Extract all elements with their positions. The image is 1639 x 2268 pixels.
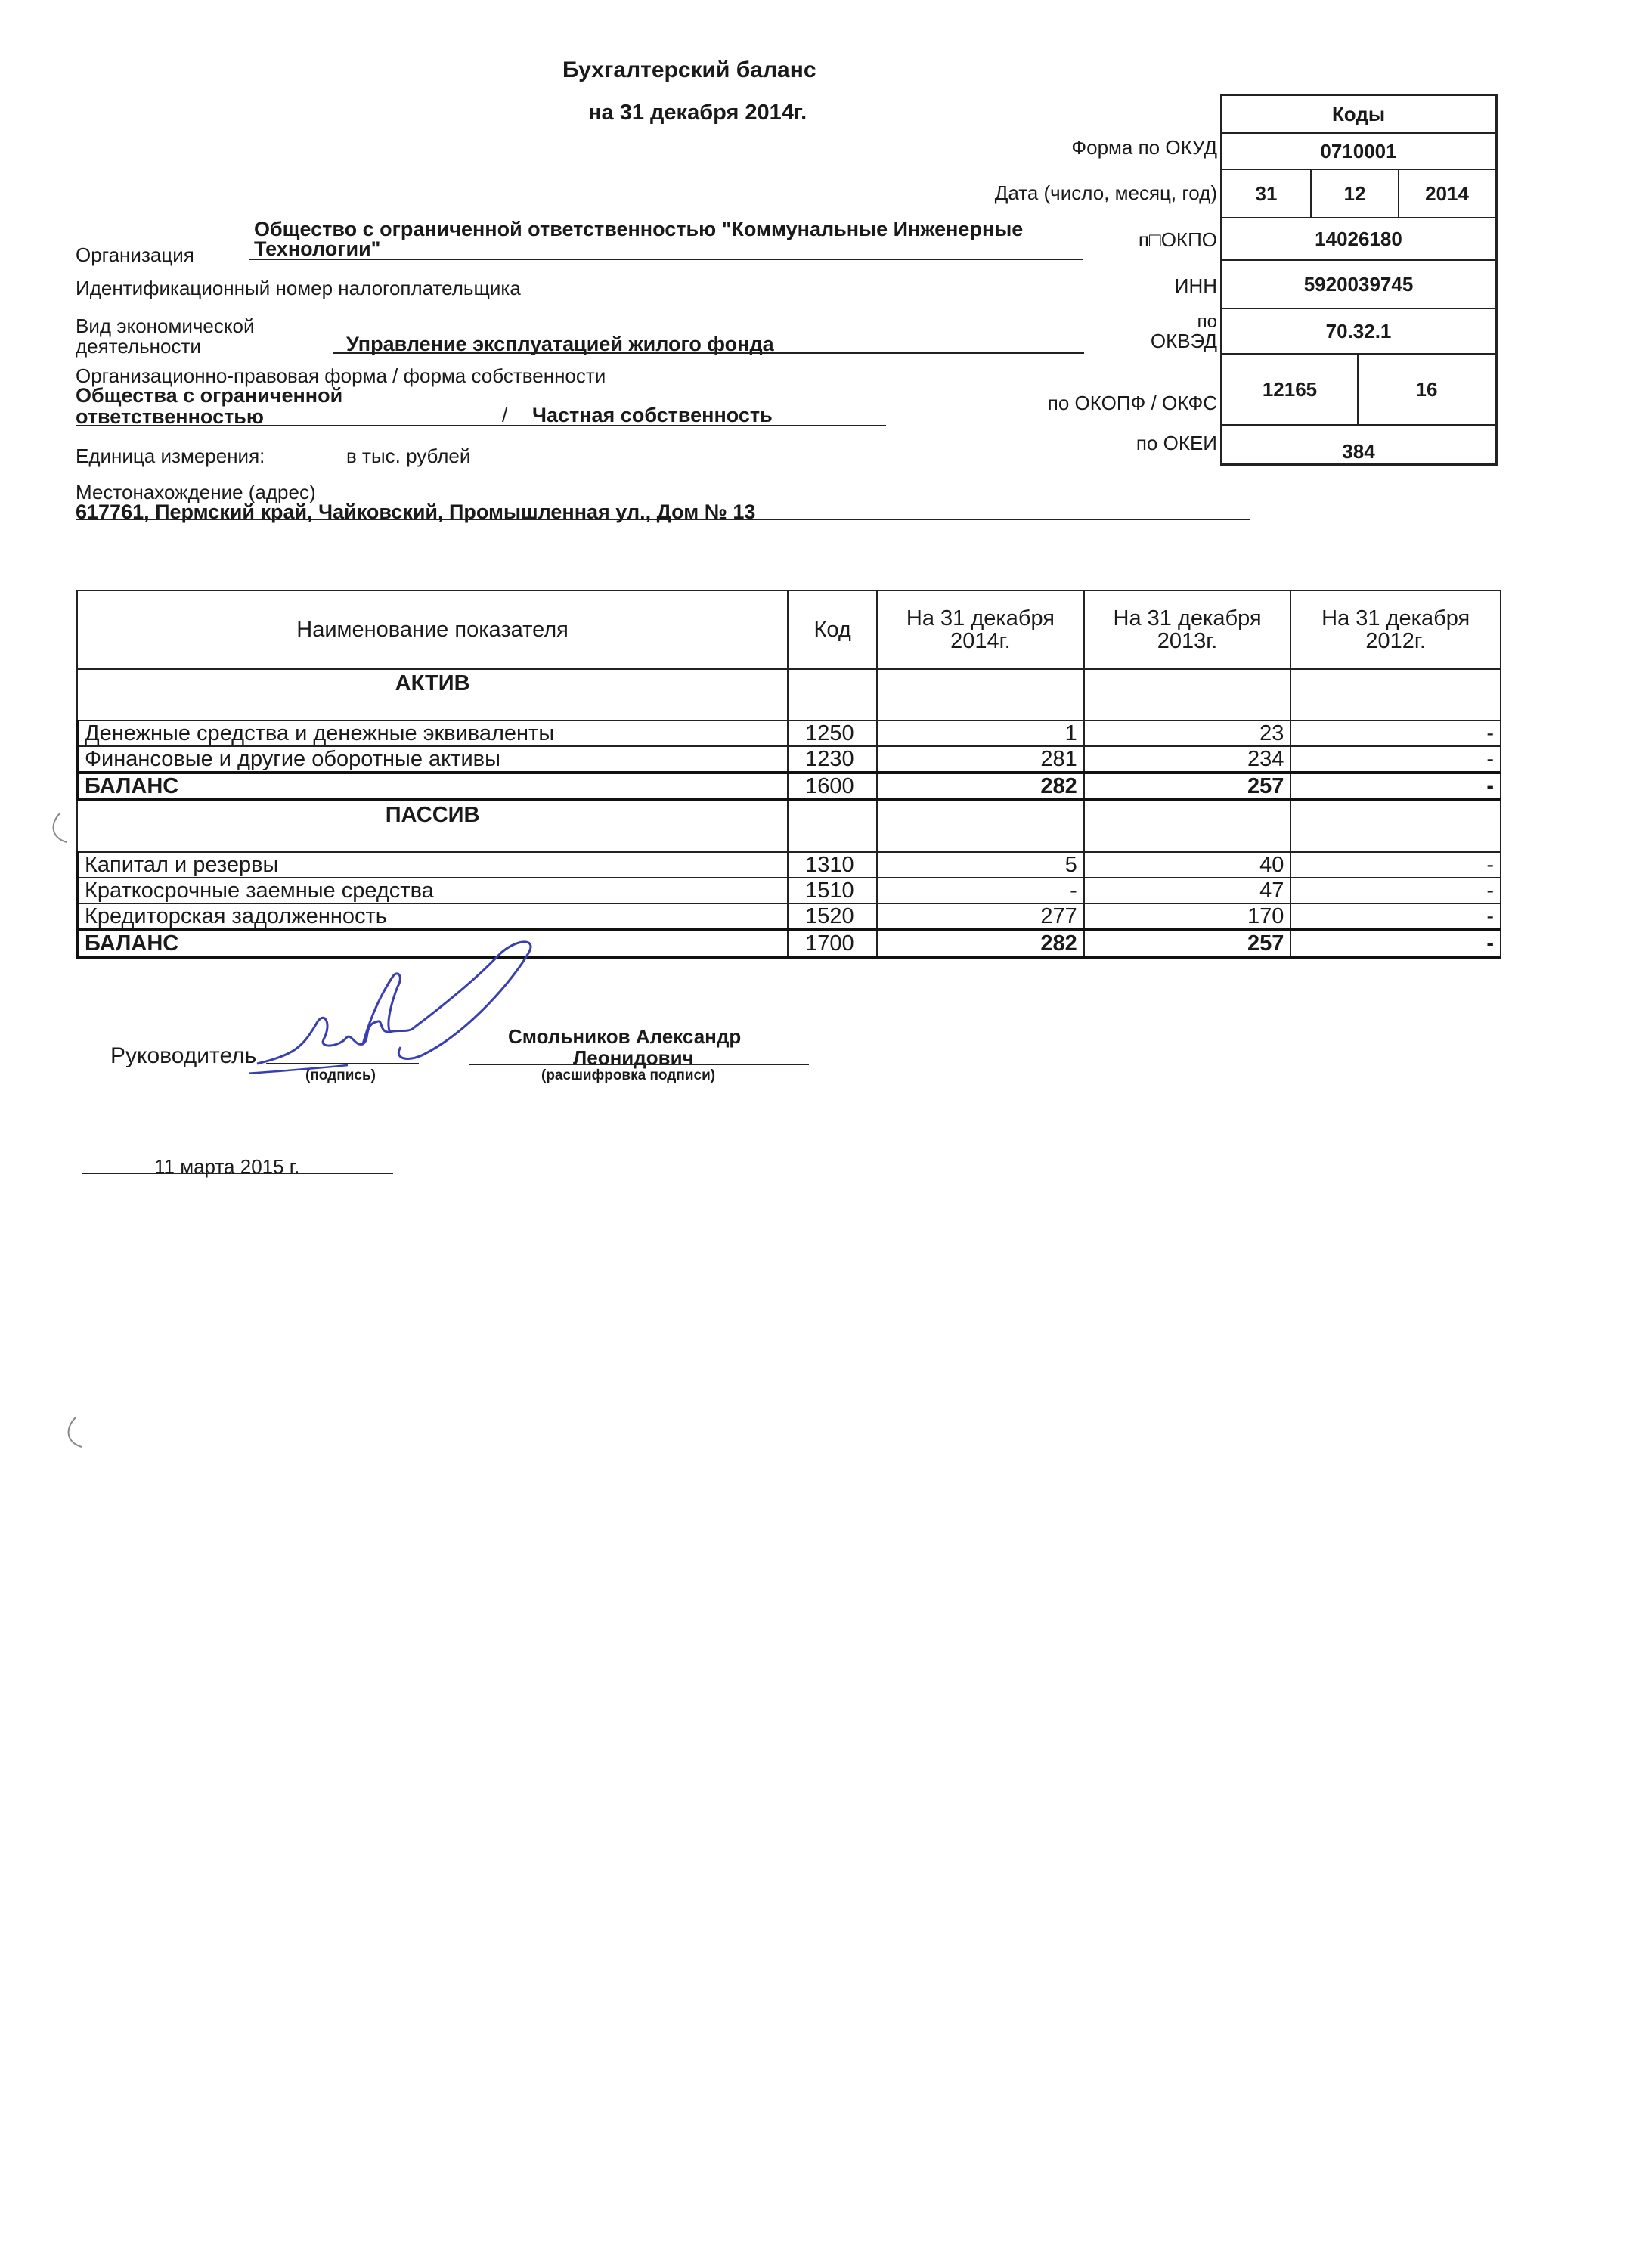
okud-value: 0710001: [1222, 132, 1495, 169]
table-row: [77, 720, 1501, 746]
legal-form-line1: Общества с ограниченной: [76, 384, 343, 407]
org-label: Организация: [76, 243, 194, 266]
row-2014: -: [877, 878, 1084, 903]
row-code: 1230: [788, 746, 877, 773]
okved-label-1: по: [1197, 311, 1217, 332]
date-cells: [1222, 169, 1495, 217]
row-2013: 40: [1084, 852, 1291, 878]
okopf-cells: [1222, 353, 1495, 424]
legal-form-separator: /: [502, 404, 508, 426]
row-code: 1250: [788, 720, 877, 746]
table-row: [77, 878, 1501, 903]
signatory-name-line1: Смольников Александр: [508, 1025, 742, 1048]
signatory-role: Руководитель: [110, 1043, 257, 1068]
okpo-label: п□ОКПО: [1138, 228, 1217, 251]
total-name: БАЛАНС: [77, 773, 788, 800]
scan-mark: [60, 1414, 91, 1452]
inn-value: 5920039745: [1222, 259, 1495, 308]
row-2012: -: [1290, 852, 1501, 878]
table-row: [77, 746, 1501, 773]
row-name: Финансовые и другие оборотные активы: [77, 746, 788, 773]
total-2013: 257: [1084, 930, 1291, 957]
signatory-name-line2: Леонидович: [573, 1046, 694, 1069]
row-2012: -: [1290, 720, 1501, 746]
date-label: Дата (число, месяц, год): [994, 181, 1217, 204]
okei-value: 384: [1222, 424, 1495, 463]
sign-caption: (подпись): [305, 1067, 376, 1083]
row-name: Денежные средства и денежные эквиваленты: [77, 720, 788, 746]
activity-label-2: деятельности: [76, 335, 201, 358]
row-2014: 5: [877, 852, 1084, 878]
activity-underline: [333, 352, 1084, 354]
okfs-value: 16: [1357, 355, 1495, 424]
sign-date: 11 марта 2015 г.: [154, 1155, 300, 1178]
table-header-row: [77, 590, 1501, 669]
okei-label: по ОКЕИ: [1136, 432, 1217, 454]
row-2014: 281: [877, 746, 1084, 773]
okud-label: Форма по ОКУД: [1071, 136, 1217, 159]
row-name: Краткосрочные заемные средства: [77, 878, 788, 903]
signature-scribble: [249, 934, 552, 1092]
inn-caption: Идентификационный номер налогоплательщика: [76, 277, 521, 299]
table-row: [77, 903, 1501, 930]
header-code: Код: [788, 590, 877, 669]
passiv-title: ПАССИВ: [77, 800, 788, 852]
address-value: 617761, Пермский край, Чайковский, Промышленная ул., Дом № 13: [76, 500, 756, 523]
header-2014: На 31 декабря 2014г.: [877, 590, 1084, 669]
row-2013: 234: [1084, 746, 1291, 773]
total-2014: 282: [877, 773, 1084, 800]
codes-box: [1220, 94, 1498, 466]
date-year: 2014: [1398, 170, 1495, 217]
total-2012: -: [1290, 930, 1501, 957]
header-indicator: Наименование показателя: [77, 590, 788, 669]
aktiv-total-row: [77, 773, 1501, 800]
org-underline: [249, 259, 1083, 260]
row-code: 1510: [788, 878, 877, 903]
ownership-value: Частная собственность: [532, 404, 773, 426]
table-row: [77, 852, 1501, 878]
okved-value: 70.32.1: [1222, 308, 1495, 353]
org-name-line2: Технологии": [254, 237, 381, 260]
okved-label-2: ОКВЭД: [1150, 330, 1217, 352]
row-2013: 47: [1084, 878, 1291, 903]
document-title: Бухгалтерский баланс: [562, 57, 816, 82]
unit-label: Единица измерения:: [76, 445, 265, 467]
row-2013: 23: [1084, 720, 1291, 746]
scan-mark: [45, 809, 76, 847]
row-code: 1520: [788, 903, 877, 930]
row-2014: 277: [877, 903, 1084, 930]
row-2013: 170: [1084, 903, 1291, 930]
address-underline: [76, 519, 1250, 520]
okpo-value: 14026180: [1222, 217, 1495, 259]
okopf-label: по ОКОПФ / ОКФС: [1047, 392, 1217, 414]
row-2012: -: [1290, 878, 1501, 903]
passiv-section-row: [77, 800, 1501, 852]
row-name: Капитал и резервы: [77, 852, 788, 878]
codes-header: Коды: [1331, 102, 1386, 125]
row-code: 1310: [788, 852, 877, 878]
okopf-value: 12165: [1262, 377, 1318, 401]
org-name-line1: Общество с ограниченной ответственностью "Коммунальные Инженерные: [254, 218, 1024, 240]
aktiv-title: АКТИВ: [77, 669, 788, 720]
name-caption: (расшифровка подписи): [541, 1067, 716, 1083]
total-code: 1600: [788, 773, 877, 800]
document-date: на 31 декабря 2014г.: [588, 101, 807, 125]
unit-value: в тыс. рублей: [346, 445, 471, 467]
total-name: БАЛАНС: [77, 930, 788, 957]
total-2012: -: [1290, 773, 1501, 800]
total-2014: 282: [877, 930, 1084, 957]
activity-label-1: Вид экономической: [76, 314, 255, 337]
inn-label: ИНН: [1174, 274, 1217, 297]
activity-value: Управление эксплуатацией жилого фонда: [346, 333, 774, 355]
address-label: Местонахождение (адрес): [76, 481, 316, 503]
total-2013: 257: [1084, 773, 1291, 800]
row-name: Кредиторская задолженность: [77, 903, 788, 930]
balance-table: [76, 590, 1501, 959]
date-month: 12: [1310, 170, 1398, 217]
legal-form-label: Организационно-правовая форма / форма собственности: [76, 364, 606, 387]
date-day: 31: [1255, 181, 1278, 205]
date-underline: [82, 1173, 393, 1174]
row-2014: 1: [877, 720, 1084, 746]
header-2013: На 31 декабря 2013г.: [1084, 590, 1291, 669]
header-2012: На 31 декабря 2012г.: [1290, 590, 1501, 669]
aktiv-section-row: [77, 669, 1501, 720]
legal-form-line2: ответственностью: [76, 405, 264, 428]
row-2012: -: [1290, 746, 1501, 773]
legal-form-underline: [76, 425, 886, 426]
total-code: 1700: [788, 930, 877, 957]
row-2012: -: [1290, 903, 1501, 930]
